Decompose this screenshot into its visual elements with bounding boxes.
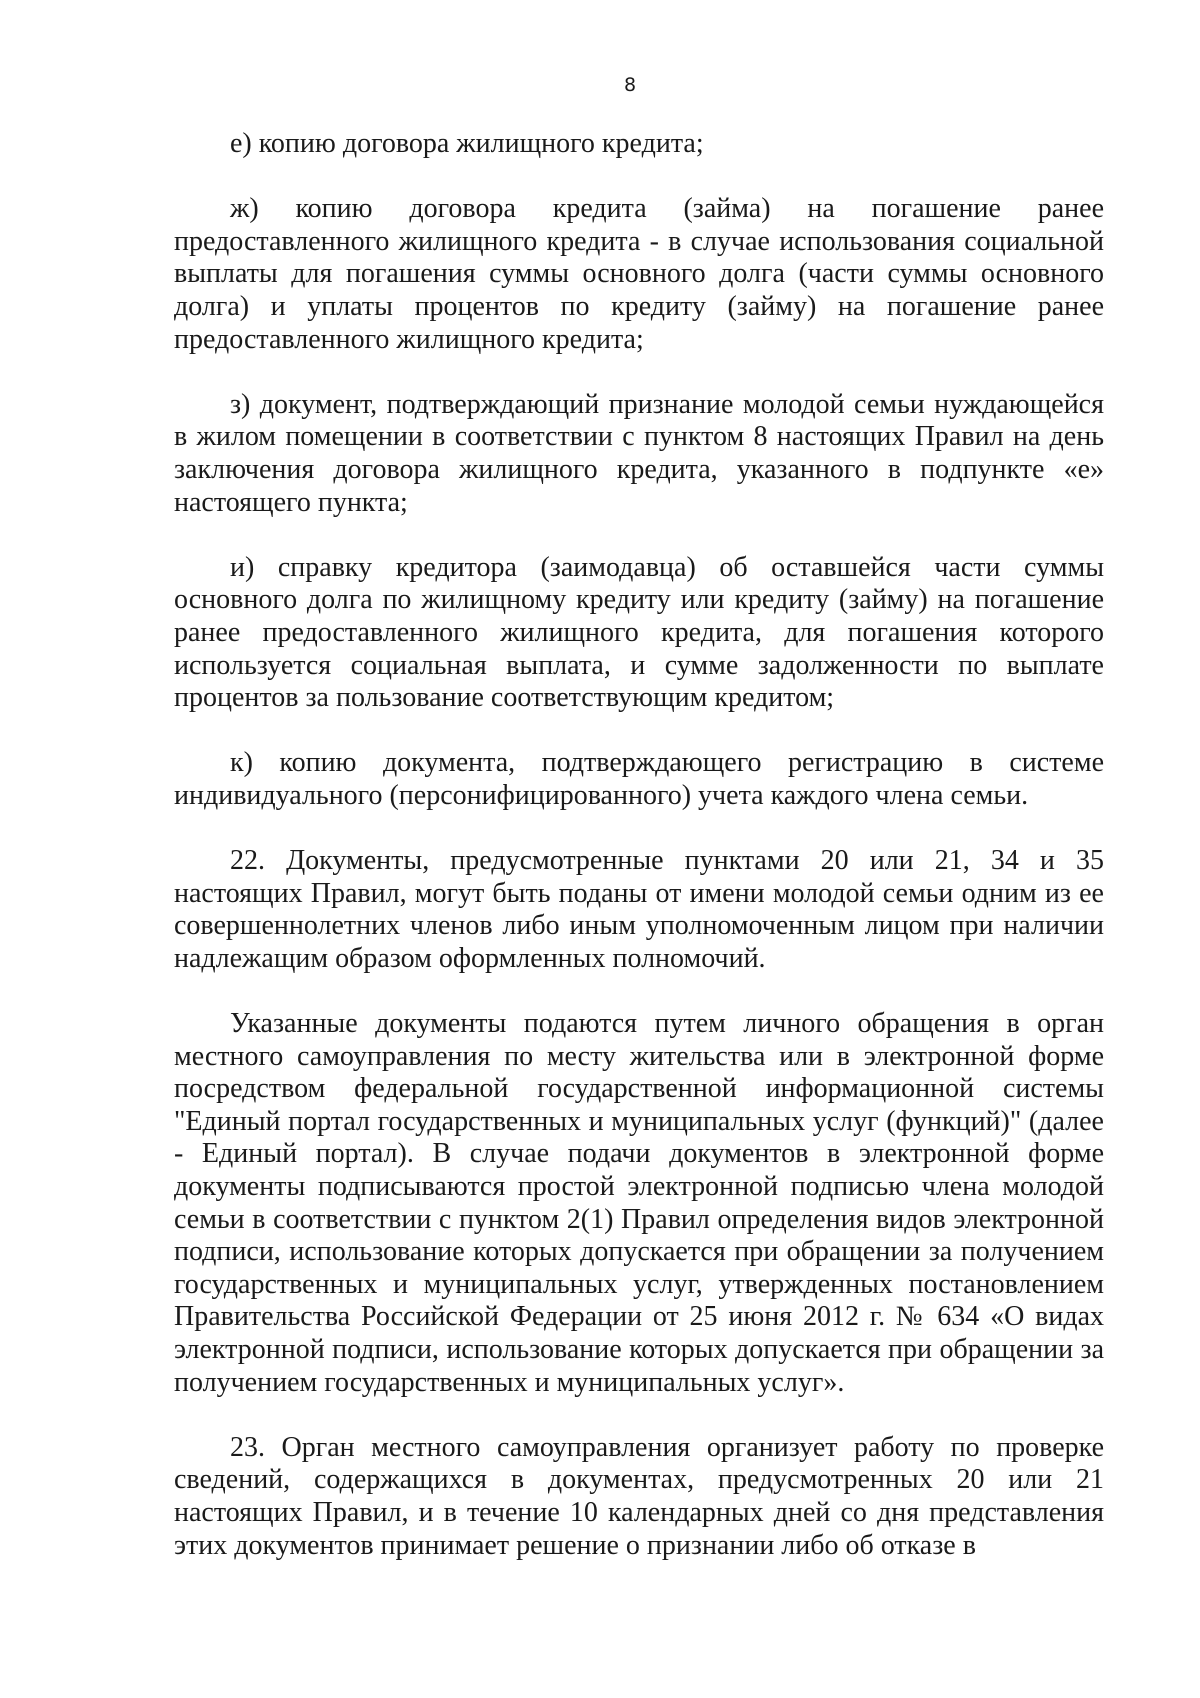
- document-body: [174, 128, 1104, 1562]
- paragraph-e: е) копию договора жилищного кредита;: [230, 128, 704, 159]
- paragraph-z: з) документ, подтверждающий признание молодой семьи нуждающейся в жилом помещении в соответствии с пунктом 8 настоящих Правил на день заключения договора жилищного кредита, указанного в подпункте «е» настоящего пункта;: [174, 388, 1104, 518]
- paragraph-k: к) копию документа, подтверждающего регистрацию в системе индивидуального (персонифицированного) учета каждого члена семьи.: [174, 747, 1104, 811]
- paragraph-23: 23. Орган местного самоуправления организует работу по проверке сведений, содержащихся в документах, предусмотренных 20 или 21 настоящих Правил, и в течение 10 календарных дней со дня представления этих документов принимает решение о признании либо об отказе в: [174, 1431, 1104, 1561]
- paragraph-i: и) справку кредитора (заимодавца) об оставшейся части суммы основного долга по жилищному кредиту или кредиту (займу) на погашение ранее предоставленного жилищного кредита, для погашения которого используется социальная выплата, и сумме задолженности по выплате процентов за пользование соответствующим кредитом;: [174, 551, 1104, 714]
- paragraph-22-continued: Указанные документы подаются путем личного обращения в орган местного самоуправления по месту жительства или в электронной форме посредством федеральной государственной информационной системы "Единый портал государственных и муниципальных услуг (функций)" (далее - Единый портал). В случае подачи документов в электронной форме документы подписываются простой электронной подписью члена молодой семьи в соответствии с пунктом 2(1) Правил определения видов электронной подписи, использование которых допускается при обращении за получением государственных и муниципальных услуг, утвержденных постановлением Правительства Российской Федерации от 25 июня 2012 г. № 634 «О видах электронной подписи, использование которых допускается при обращении за получением государственных и муниципальных услуг».: [174, 1008, 1104, 1398]
- paragraph-zh: ж) копию договора кредита (займа) на погашение ранее предоставленного жилищного кредита - в случае использования социальной выплаты для погашения суммы основного долга (части суммы основного долга) и уплаты процентов по кредиту (займу) на погашение ранее предоставленного жилищного кредита;: [174, 193, 1104, 355]
- page-number: 8: [623, 74, 637, 96]
- paragraph-22: 22. Документы, предусмотренные пунктами 20 или 21, 34 и 35 настоящих Правил, могут быть поданы от имени молодой семьи одним из ее совершеннолетних членов либо иным уполномоченным лицом при наличии надлежащим образом оформленных полномочий.: [174, 845, 1104, 974]
